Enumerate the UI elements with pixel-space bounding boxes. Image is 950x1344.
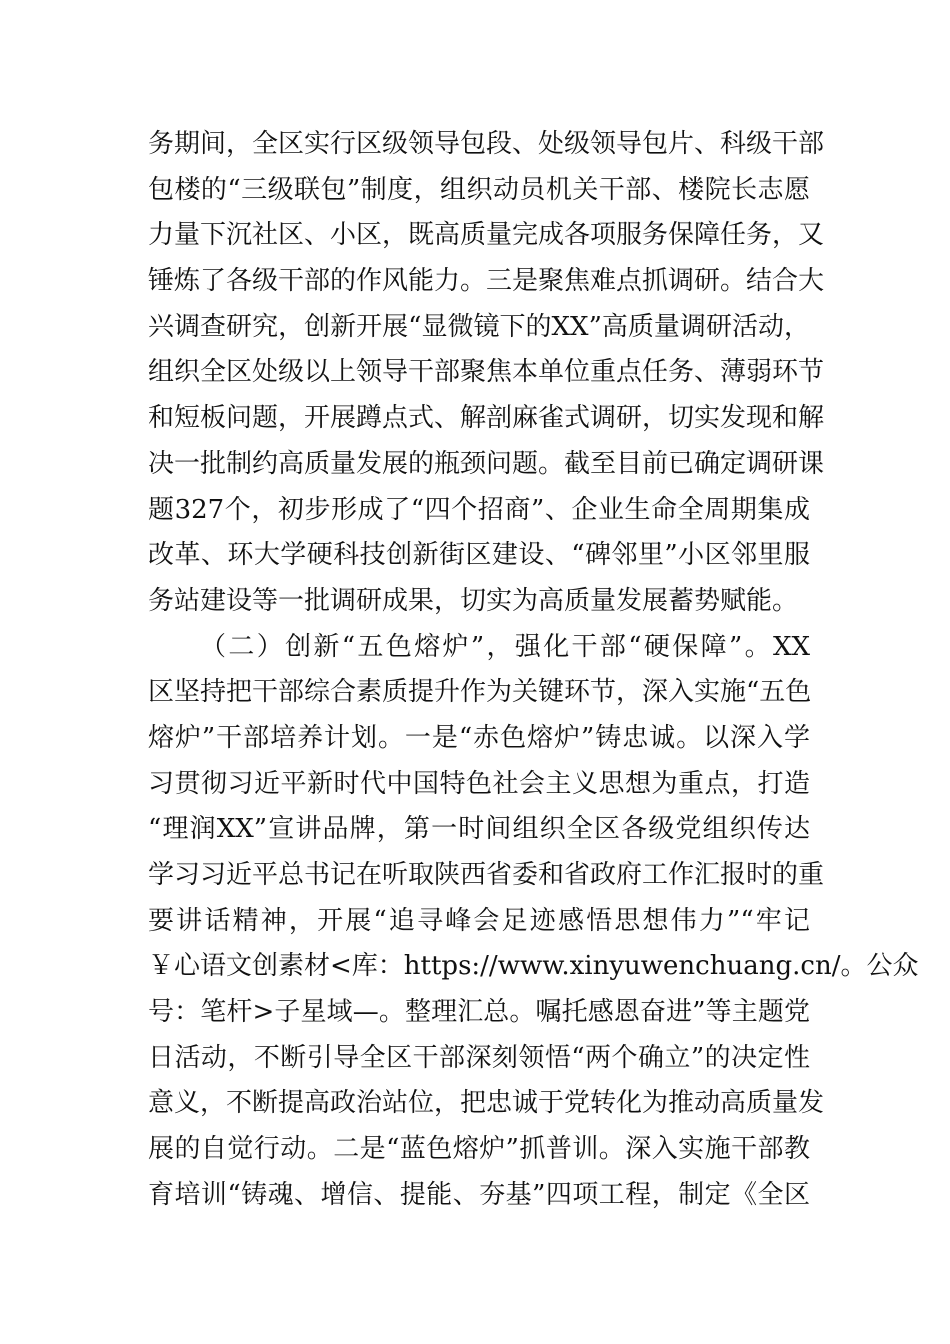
text-line: 锤炼了各级干部的作风能力。三是聚焦难点抓调研。结合大	[148, 266, 825, 297]
text-line: 改革、环大学硬科技创新街区建设、“碑邻里”小区邻里服	[148, 540, 810, 571]
text-line: 包楼的“三级联包”制度，组织动员机关干部、楼院长志愿	[148, 174, 810, 205]
text-line: 展的自觉行动。二是“蓝色熔炉”抓普训。深入实施干部教	[148, 1134, 810, 1165]
text-line: 兴调查研究，创新开展“显微镜下的XX”高质量调研活动，	[148, 311, 810, 342]
text-line: 意义，不断提高政治站位，把忠诚于党转化为推动高质量发	[148, 1088, 825, 1119]
paragraph-end-line: 务站建设等一批调研成果，切实为高质量发展蓄势赋能。	[148, 585, 799, 616]
text-line: 力量下沉社区、小区，既高质量完成各项服务保障任务，又	[148, 220, 825, 251]
text-line: 区坚持把干部综合素质提升作为关键环节，深入实施“五色	[148, 677, 812, 708]
text-line: 熔炉”干部培养计划。一是“赤色熔炉”铸忠诚。以深入学	[148, 722, 810, 753]
text-line: 题327个，初步形成了“四个招商”、企业生命全周期集成	[148, 494, 810, 525]
text-line: 育培训“铸魂、增信、提能、夯基”四项工程，制定《全区	[148, 1179, 810, 1210]
section-heading-line: （二）创新“五色熔炉”，强化干部“硬保障”。XX	[200, 631, 810, 662]
text-line: “理润XX”宣讲品牌，第一时间组织全区各级党组织传达	[148, 814, 810, 845]
text-line: 日活动，不断引导全区干部深刻领悟“两个确立”的决定性	[148, 1042, 810, 1073]
body-text	[148, 122, 919, 1219]
text-line: 和短板问题，开展蹲点式、解剖麻雀式调研，切实发现和解	[148, 403, 825, 434]
text-line: 要讲话精神，开展“追寻峰会足迹感悟思想伟力”“牢记	[148, 905, 810, 936]
text-line: 决一批制约高质量发展的瓶颈问题。截至目前已确定调研课	[148, 448, 825, 479]
text-line: 习贯彻习近平新时代中国特色社会主义思想为重点，打造	[148, 768, 810, 799]
text-line: ￥心语文创素材<库：https://www.xinyuwenchuang.cn/。公众	[148, 951, 919, 982]
text-line: 组织全区处级以上领导干部聚焦本单位重点任务、薄弱环节	[148, 357, 825, 388]
text-line: 学习习近平总书记在听取陕西省委和省政府工作汇报时的重	[148, 860, 825, 890]
text-line: 务期间，全区实行区级领导包段、处级领导包片、科级干部	[148, 129, 825, 159]
text-line: 号：笔杆>子星域—。整理汇总。嘱托感恩奋进”等主题党	[148, 997, 810, 1028]
